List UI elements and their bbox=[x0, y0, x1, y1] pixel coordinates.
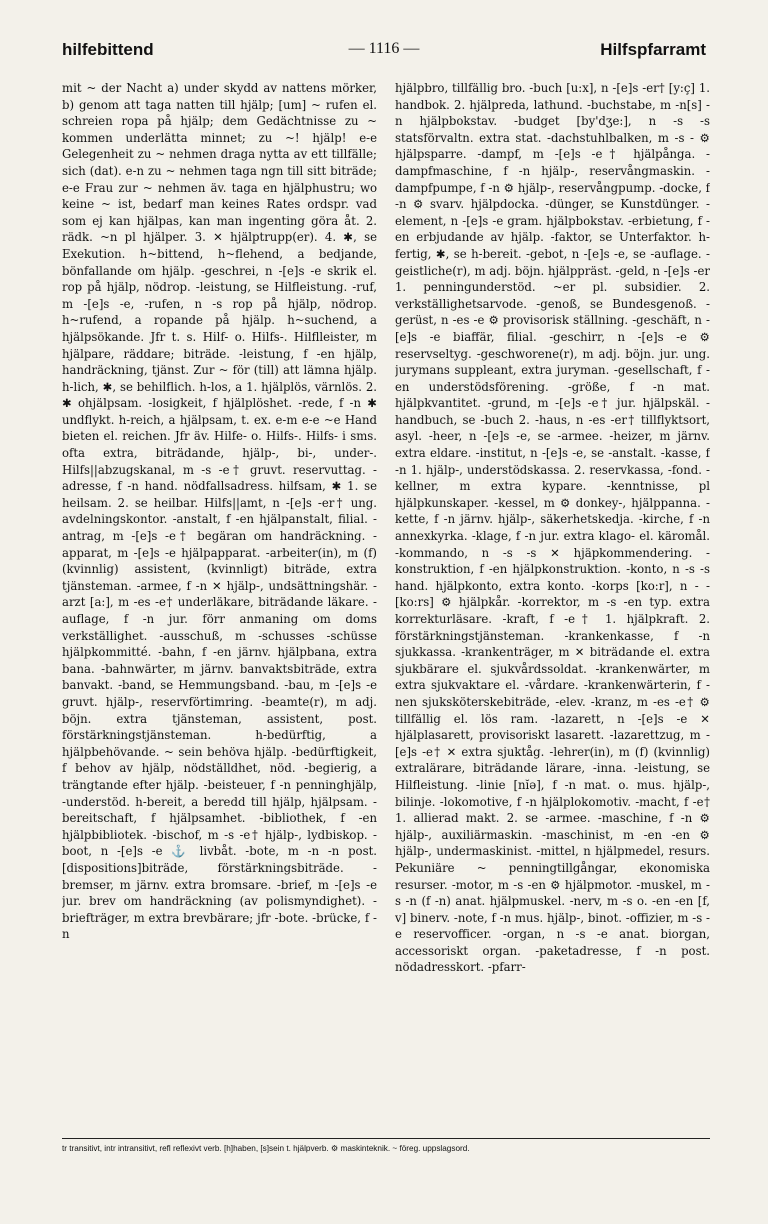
dictionary-columns bbox=[62, 80, 710, 1120]
footer-rule bbox=[62, 1138, 710, 1139]
header-page-number: — 1116 — bbox=[348, 40, 420, 57]
header-guide-word-left: hilfebittend bbox=[62, 40, 154, 59]
column-right: hjälpbro, tillfällig bro. -buch [u:x], n -[e]s -er† [y:ç] 1. handbok. 2. hjälpreda, lathund. -buchstabe, m -n[s] -n hjälpbokstav. -budget [by'dʒe:], n -s -s statsförvaltn. extra stat. -dachstuhlbalken, m -s - ⚙ hjälpsparre. -dampf, m -[e]s -e† hjälpånga. -dampfmaschine, f -n hjälp-, reservångmaskin. -dampfpumpe, f -n ⚙ hjälp-, reservångpump. -docke, f -n ⚙ svarv. hjälpdocka. -dünger, se Kunstdünger. -element, n -[e]s -e gram. hjälpbokstav. -erbietung, f -en erbjudande av hjälp. -faktor, se Unterfaktor. h-fertig, ✱, se h-bereit. -gebot, n -[e]s -e, se -auflage. -geistliche(r), m adj. böjn. hjälppräst. -geld, n -[e]s -er 1. penningunderstöd. ~er pl. subsidier. 2. verkställighetsarvode. -genoß, se Bundesgenoß. -gerüst, n -es -e ⚙ provisorisk ställning. -geschäft, n -[e]s -e biaffär, filial. -geschirr, n -[e]s -e ⚙ reservseltyg. -geschworene(r), m adj. böjn. jur. ung. jurymans suppleant, extra juryman. -gesellschaft, f -en understödsförening. -größe, f -n mat. hjälpkvantitet. -grund, m -[e]s -e† jur. hjälpskäl. -handbuch, se -buch 2. -haus, n -es -er† tillflyktsort, asyl. -heer, n -[e]s -e, se -armee. -heizer, m järnv. extra eldare. -institut, n -[e]s -e, se -anstalt. -kasse, f -n 1. hjälp-, understödskassa. 2. reservkassa, -fond. -kellner, m extra kypare. -kenntnisse, pl hjälpkunskaper. -kessel, m ⚙ donkey-, hjälppanna. -kette, f -n järnv. hjälp-, säkerhetskedja. -kirche, f -n annexkyrka. -klage, f -n jur. extra klago- el. käromål. -kommando, n -s -s ✕ hjäpkommendering. -konstruktion, f -en hjälpkonstruktion. -konto, n -s -s hand. hjälpkonto, extra konto. -korps [ko:r], n - - [ko:rs] ⚙ hjälpkår. -korrektor, m -s -en typ. extra korrekturläsare. -kraft, f -e† 1. hjälpkraft. 2. förstärkningstjänsteman. -krankenkasse, f -n sjukkassa. -krankenträger, m ✕ biträdande el. extra sjukbärare el. sjukvårdssoldat. -krankenwärter, m extra sjukvaktare el. -vårdare. -krankenwärterin, f -nen sjuksköterskebiträde, -elev. -kranz, m -es -e† ⚙ tillfällig el. lös ram. -lazarett, n -[e]s -e ✕ hjälplasarett, provisoriskt lasarett. -lazarettzug, m -[e]s -e† ✕ extra sjuktåg. -lehrer(in), m (f) (kvinnlig) extralärare, biträdande lärare, -inna. -leistung, se Hilfleistung. -linie [nĭə], f -n mat. o. mus. hjälp-, bilinje. -lokomotive, f -n hjälplokomotiv. -macht, f -e† 1. allierad makt. 2. se -armee. -maschine, f -n ⚙ hjälp-, auxiliärmaskin. -maschinist, m -en -en ⚙ hjälp-, undermaskinist. -mittel, n hjälpmedel, resurs. Pekuniäre ~ penningtillgångar, ekonomiska resurser. -motor, m -s -en ⚙ hjälpmotor. -muskel, m -s -n (f -n) anat. hjälpmuskel. -nerv, m -s o. -en -en [f, v] binerv. -note, f -n mus. hjälp-, binot. -offizier, m -s -e reservofficer. -organ, n -s -e anat. biorgan, accessoriskt organ. -paketadresse, f -n post. nödadresskort. -pfarr- bbox=[395, 81, 710, 975]
column-left: mit ~ der Nacht a) under skydd av nattens mörker, b) genom att taga natten till hjälp; [um] ~ rufen el. schreien ropa på hjälp; dem Gedächtnisse zu ~ kommen underlätta minnet; zu ~! hjälp! e-e Gelegenheit zu ~ nehmen draga nytta av ett tillfälle; sich (dat). e-n zu ~ nehmen taga ngn till sitt biträde; e-e Frau zur ~ nehmen äv. taga en hjälphustru; wo keine ~ ist, bedarf man keines Rates ordspr. vad som ej kan hjälpas, kan man ingenting göra åt. 2. rädk. ~n pl hjälper. 3. ✕ hjälptrupp(er). 4. ✱, se Exekution. h~bittend, h~flehend, a bedjande, bönfallande om hjälp. -geschrei, n -[e]s -e skrik el. rop på hjälp, nödrop. -leistung, se Hilfleistung. -ruf, m -[e]s -e, -rufen, n -s rop på hjälp, nödrop. h~rufend, a ropande på hjälp. h~suchend, a hjälpsökande. Jfr t. s. Hilf- o. Hilfs-. Hilflleister, m hjälpare, räddare; biträde. -leistung, f -en hjälp, handräckning, tjänst. Zur ~ för (till) att lämna hjälp. h-lich, ✱, se behilflich. h-los, a 1. hjälplös, värnlös. 2. ✱ ohjälpsam. -losigkeit, f hjälplöshet. -rede, f -n ✱ undflykt. h-reich, a hjälpsam, t. ex. e-m e-e ~e Hand bieten el. reichen. Jfr äv. Hilfe- o. Hilfs-. Hilfs- i sms. ofta extra, biträdande, hjälp-, bi-, under-. Hilfs||abzugskanal, m -s -e† gruvt. reservuttag. -adresse, f -n hand. nödfallsadress. hilfsam, ✱ 1. se heilsam. 2. se heilbar. Hilfs||amt, n -[e]s -er† ung. avdelningskontor. -anstalt, f -en hjälpanstalt, filial. -antrag, m -[e]s -e† begäran om handräckning. -apparat, m -[e]s -e hjälpapparat. -arbeiter(in), m (f) (kvinnlig) assistent, (kvinnligt) biträde, extra tjänsteman. -armee, f -n ✕ hjälp-, undsättningshär. -arzt [a:], m -es -e† underläkare, biträdande läkare. -auflage, f -n jur. förr anmaning om doms verkställighet. -ausschuß, m -schusses -schüsse hjälpkommitté. -bahn, f -en järnv. hjälpbana, extra bana. -bahnwärter, m järnv. banvaktsbiträde, extra banvakt. -band, se Hemmungsband. -bau, m -[e]s -e gruvt. hjälp-, reservförtimring. -beamte(r), m adj. böjn. extra tjänsteman, assistent, post. förstärkningstjänsteman. h-bedürftig, a hjälpbehövande. ~ sein behöva hjälp. -bedürftigkeit, f behov av hjälp, nödställdhet, nöd. -begierig, a trängtande efter hjälp. -beisteuer, f -n penninghjälp, -understöd. h-bereit, a beredd till hjälp, hjälpsam. -bereitschaft, f hjälpsamhet. -bibliothek, f -en hjälpbibliotek. -bischof, m -s -e† hjälp-, lydbiskop. -boot, n -[e]s -e ⚓ livbåt. -bote, m -n -n post. [dispositions]biträde, förstärkningsbiträde. -bremser, m järnv. extra bromsare. -brief, m -[e]s -e jur. brev om handräckning (av polismyndighet). -briefträger, m extra brevbärare; jfr -bote. -brücke, f -n bbox=[62, 81, 377, 942]
page-header bbox=[62, 40, 706, 66]
header-guide-word-right: Hilfspfarramt bbox=[600, 40, 706, 59]
footer-abbreviations: tr transitivt, intr intransitivt, refl reflexivt verb. [h]haben, [s]sein t. hjälpverb. ⚙ maskinteknik. ~ föreg. uppslagsord. bbox=[62, 1144, 470, 1153]
